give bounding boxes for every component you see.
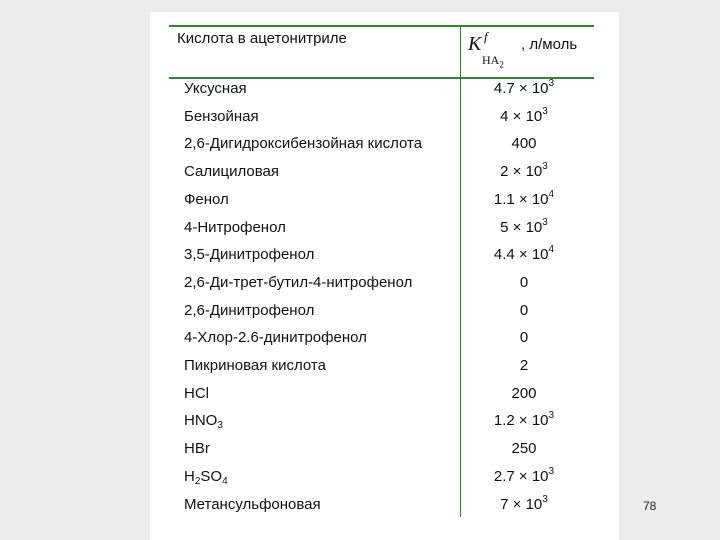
constant-value-base: 1.2 × 10 — [493, 412, 549, 430]
acid-name-text: 2,6-Дигидроксибензойная кислота — [184, 135, 423, 153]
constant-value-base: 4 × 10 — [500, 107, 543, 125]
constant-value — [468, 135, 580, 152]
acid-name — [184, 191, 229, 208]
table-row — [0, 465, 720, 494]
constant-value — [468, 246, 580, 263]
table-top-rule — [169, 25, 594, 27]
constant-value-exponent: 4 — [548, 188, 555, 200]
table-row — [0, 329, 720, 355]
constant-value-exponent: 4 — [548, 244, 555, 256]
constant-subscript-main: HA — [482, 53, 500, 67]
constant-value-exponent: 3 — [548, 78, 555, 89]
acid-name-text: Метансульфоновая — [184, 495, 321, 513]
table-row — [0, 163, 720, 189]
column-header-acid: Кислота в ацетонитриле — [177, 30, 347, 47]
table-row — [0, 105, 720, 134]
constant-value-base: 4.7 × 10 — [493, 80, 549, 97]
constant-value — [468, 412, 580, 429]
acid-name-text: Уксусная — [184, 80, 247, 97]
table-row — [0, 412, 720, 438]
acid-name — [184, 468, 228, 485]
constant-value-base: 4.4 × 10 — [493, 246, 549, 264]
table-row — [0, 188, 720, 217]
acid-name — [184, 440, 210, 457]
constant-value-exponent: 3 — [542, 105, 548, 117]
acid-name-text: H — [184, 467, 195, 485]
constant-value-exponent: 3 — [542, 161, 548, 173]
constant-value-base: 2 — [519, 357, 529, 374]
constant-value-base: 2 × 10 — [500, 163, 543, 181]
acid-name-text: 4-Хлор-2.6-динитрофенол — [184, 329, 367, 347]
constant-value-base: 2.7 × 10 — [493, 467, 549, 485]
constant-value-base: 0 — [519, 301, 529, 319]
column-header-constant — [468, 29, 593, 73]
acid-name — [184, 385, 209, 402]
constant-value — [468, 329, 580, 346]
constant-value — [468, 105, 580, 125]
constant-value — [468, 216, 580, 236]
acid-name — [184, 329, 367, 346]
acid-name — [184, 302, 314, 319]
constant-value-base: 0 — [519, 273, 529, 291]
constant-value-base: 200 — [511, 384, 537, 402]
constant-value — [468, 302, 580, 319]
constant-value — [468, 188, 580, 208]
constant-unit: , л/моль — [521, 36, 578, 53]
constant-value-base: 250 — [511, 440, 537, 458]
constant-subscript — [482, 53, 504, 69]
acid-name-text: Бензойная — [184, 107, 259, 125]
acid-name — [184, 246, 314, 263]
constant-value — [468, 163, 580, 180]
table-row — [0, 493, 720, 522]
acid-name — [184, 219, 286, 236]
acid-name — [184, 357, 326, 374]
acid-name-text-rest: SO — [200, 467, 223, 485]
table-row — [0, 216, 720, 245]
constant-value — [468, 357, 580, 374]
constant-value — [468, 385, 580, 402]
acid-name-text: Фенол — [184, 190, 229, 208]
table-header-rule — [169, 77, 594, 79]
constant-value-base: 5 × 10 — [500, 218, 543, 236]
acid-name-text: HNO — [184, 412, 218, 430]
table-row — [0, 274, 720, 300]
acid-name — [184, 108, 259, 125]
constant-symbol: K — [468, 33, 482, 55]
table-row — [0, 135, 720, 161]
table-row — [0, 357, 720, 383]
acid-name-subscript: 3 — [217, 420, 223, 432]
acid-name-text: HBr — [184, 440, 210, 458]
acid-name-text: 3,5-Динитрофенол — [184, 246, 315, 264]
constant-superscript: f — [484, 29, 488, 44]
table-row — [0, 302, 720, 328]
acid-name-text: HCl — [184, 384, 209, 402]
acid-name — [184, 163, 279, 180]
acid-name-subscript: 4 — [222, 475, 228, 487]
constant-value — [468, 274, 580, 291]
acid-name — [184, 496, 321, 513]
table-row — [0, 246, 720, 272]
constant-value — [468, 465, 580, 485]
acid-name — [184, 412, 223, 432]
constant-subscript-index: 2 — [499, 59, 504, 70]
constant-value — [468, 493, 580, 513]
constant-value — [468, 80, 580, 97]
constant-value — [468, 440, 580, 457]
constant-value-exponent: 3 — [542, 216, 548, 228]
acid-name-text: Салициловая — [184, 163, 279, 181]
acid-name-text: 2,6-Динитрофенол — [184, 301, 315, 319]
acid-name-subscript: 2 — [194, 475, 201, 487]
table-row — [0, 80, 720, 106]
table-row — [0, 385, 720, 411]
constant-value-base: 0 — [519, 329, 529, 347]
constant-value-exponent: 3 — [548, 410, 555, 422]
acid-name — [184, 80, 247, 97]
constant-value-exponent: 3 — [548, 465, 555, 477]
constant-value-exponent: 3 — [542, 493, 548, 505]
acid-name-text: 2,6-Ди-трет-бутил-4-нитрофенол — [184, 273, 413, 291]
acid-name — [184, 274, 412, 291]
acid-name — [184, 135, 422, 152]
constant-value-base: 400 — [511, 135, 537, 153]
table-row — [0, 440, 720, 466]
acid-name-text: 4-Нитрофенол — [184, 218, 286, 236]
page-number: 78 — [643, 499, 657, 513]
constant-value-base: 7 × 10 — [500, 495, 543, 513]
acid-name-text: Пикриновая кислота — [184, 357, 326, 374]
constant-value-base: 1.1 × 10 — [493, 190, 549, 208]
